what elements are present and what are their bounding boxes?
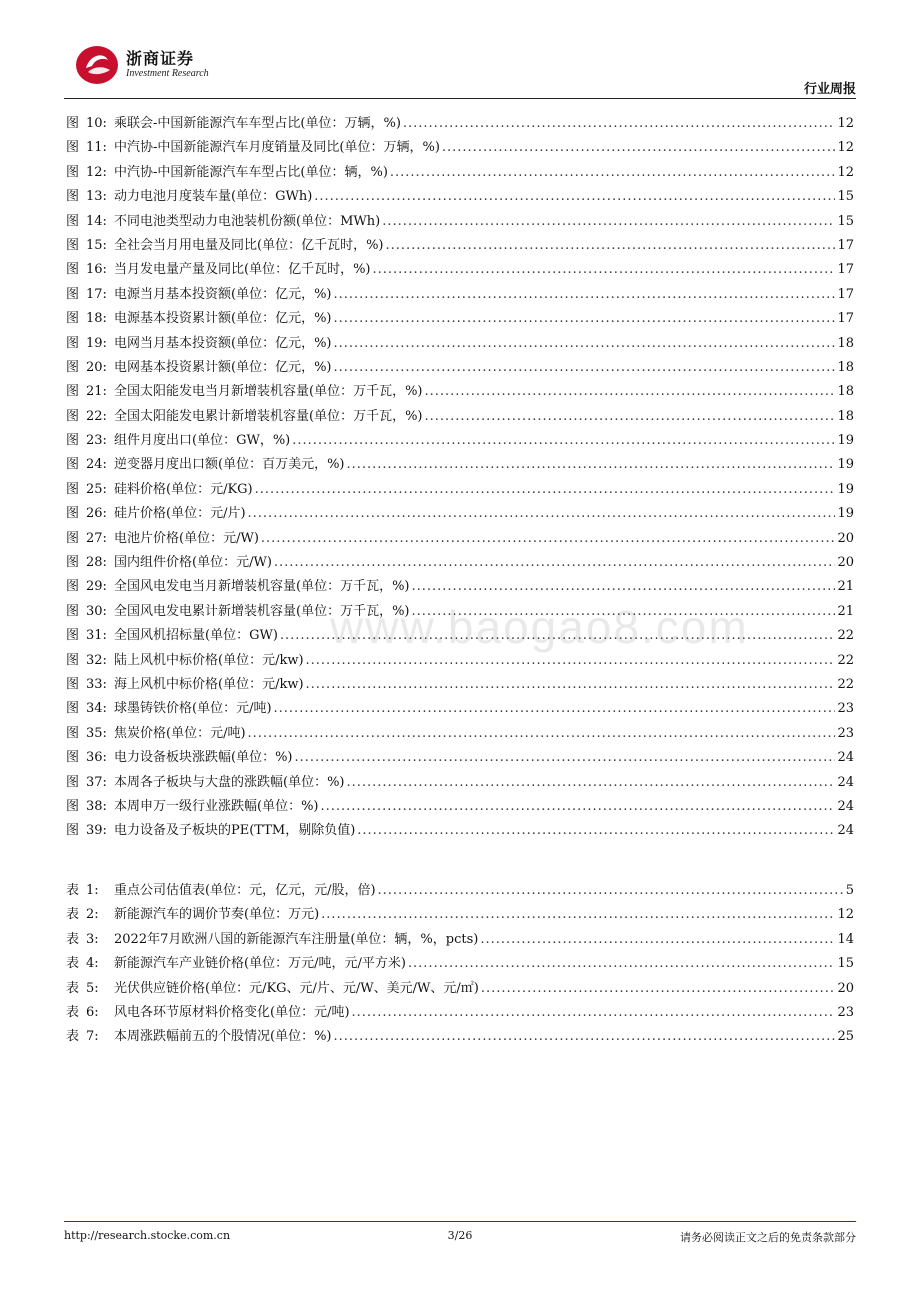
toc-entry-title: 全国太阳能发电当月新增装机容量(单位：万千瓦，%) bbox=[114, 384, 423, 400]
page-header bbox=[64, 40, 856, 98]
toc-leader-dots bbox=[334, 311, 836, 326]
toc-entry-prefix: 图 bbox=[66, 140, 80, 156]
toc-entry-page: 21 bbox=[837, 603, 854, 619]
toc-leader-dots bbox=[425, 384, 836, 399]
toc-entry-page: 15 bbox=[837, 956, 854, 972]
toc-entry-page: 12 bbox=[837, 164, 854, 180]
toc-entry-number: 37: bbox=[86, 774, 107, 790]
brand-subtitle: Investment Research bbox=[126, 68, 209, 79]
toc-entry-title: 不同电池类型动力电池装机份额(单位：MWh) bbox=[114, 213, 381, 229]
toc-entry-number: 5: bbox=[86, 980, 99, 996]
toc-entry-number: 15: bbox=[86, 237, 107, 253]
toc-entry-page: 24 bbox=[837, 798, 854, 814]
toc-entry-number: 11: bbox=[86, 140, 107, 156]
toc-entry[interactable] bbox=[66, 1001, 854, 1025]
toc-entry-prefix: 图 bbox=[66, 750, 80, 766]
toc-leader-dots bbox=[314, 189, 835, 204]
toc-entry-number: 33: bbox=[86, 676, 107, 692]
toc-entry[interactable] bbox=[66, 746, 854, 770]
toc-entry-number: 32: bbox=[86, 652, 107, 668]
toc-entry[interactable] bbox=[66, 879, 854, 903]
toc-entry-number: 29: bbox=[86, 579, 107, 595]
toc-entry[interactable] bbox=[66, 478, 854, 502]
toc-entry-number: 26: bbox=[86, 506, 107, 522]
toc-entry-number: 38: bbox=[86, 798, 107, 814]
toc-entry[interactable] bbox=[66, 502, 854, 526]
toc-entry-prefix: 图 bbox=[66, 213, 80, 229]
toc-entry-page: 17 bbox=[837, 237, 854, 253]
toc-entry-prefix: 图 bbox=[66, 164, 80, 180]
toc-entry-prefix: 图 bbox=[66, 603, 80, 619]
toc-entry-number: 12: bbox=[86, 164, 107, 180]
toc-entry[interactable] bbox=[66, 771, 854, 795]
toc-entry-title: 电源基本投资累计额(单位：亿元，%) bbox=[114, 311, 332, 327]
toc-leader-dots bbox=[306, 677, 836, 692]
toc-leader-dots bbox=[352, 1005, 836, 1020]
toc-entry-title: 逆变器月度出口额(单位：百万美元，%) bbox=[114, 457, 345, 473]
toc-entry-page: 5 bbox=[845, 883, 854, 898]
toc-entry-prefix: 图 bbox=[66, 311, 80, 327]
toc-entry-title: 中汽协-中国新能源汽车车型占比(单位：辆，%) bbox=[114, 164, 388, 180]
toc-entry-prefix: 图 bbox=[66, 823, 80, 839]
toc-entry-prefix: 图 bbox=[66, 408, 80, 424]
toc-entry-prefix: 图 bbox=[66, 335, 80, 351]
toc-leader-dots bbox=[373, 262, 836, 277]
toc-entry-page: 17 bbox=[837, 311, 854, 327]
toc-entry-page: 12 bbox=[837, 140, 854, 156]
toc-leader-dots bbox=[480, 932, 835, 947]
toc-entry-number: 17: bbox=[86, 286, 107, 302]
toc-leader-dots bbox=[378, 883, 844, 898]
toc-entry-prefix: 表 bbox=[66, 956, 80, 972]
toc-entry-page: 19 bbox=[837, 433, 854, 449]
toc-entry-page: 17 bbox=[837, 286, 854, 302]
toc-entry-page: 22 bbox=[837, 652, 854, 668]
toc-entry[interactable] bbox=[66, 819, 854, 843]
toc-entry-title: 全国风机招标量(单位：GW) bbox=[114, 628, 278, 644]
toc-leader-dots bbox=[321, 799, 836, 814]
toc-entry[interactable] bbox=[66, 928, 854, 952]
toc-leader-dots bbox=[261, 531, 836, 546]
toc-entry-title: 本周涨跌幅前五的个股情况(单位：%) bbox=[114, 1029, 332, 1045]
toc-entry-title: 新能源汽车的调价节奏(单位：万元) bbox=[114, 907, 320, 923]
toc-entry[interactable] bbox=[66, 161, 854, 185]
toc-leader-dots bbox=[292, 433, 835, 448]
toc-entry-title: 硅料价格(单位：元/KG) bbox=[114, 481, 253, 497]
toc-leader-dots bbox=[347, 457, 836, 472]
toc-entry-number: 23: bbox=[86, 433, 107, 449]
toc-leader-dots bbox=[334, 287, 836, 302]
toc-entry-title: 焦炭价格(单位：元/吨) bbox=[114, 725, 246, 741]
toc-entry-prefix: 表 bbox=[66, 907, 80, 923]
toc-entry-number: 30: bbox=[86, 603, 107, 619]
toc-entry-prefix: 图 bbox=[66, 481, 80, 497]
toc-entry[interactable] bbox=[66, 722, 854, 746]
toc-entry-title: 海上风机中标价格(单位：元/kw) bbox=[114, 676, 304, 692]
toc-entry-page: 14 bbox=[837, 931, 854, 947]
toc-leader-dots bbox=[442, 140, 836, 155]
toc-entry[interactable] bbox=[66, 185, 854, 209]
toc-entry[interactable] bbox=[66, 1025, 854, 1049]
header-divider bbox=[64, 98, 856, 99]
toc-entry-title: 全国风电发电累计新增装机容量(单位：万千瓦，%) bbox=[114, 603, 410, 619]
toc-entry-page: 12 bbox=[837, 116, 854, 131]
toc-entry-title: 组件月度出口(单位：GW，%) bbox=[114, 433, 291, 449]
toc-entry-title: 陆上风机中标价格(单位：元/kw) bbox=[114, 652, 304, 668]
toc-entry-title: 全国太阳能发电累计新增装机容量(单位：万千瓦，%) bbox=[114, 408, 423, 424]
toc-entry-page: 17 bbox=[837, 262, 854, 278]
toc-entry-title: 风电各环节原材料价格变化(单位：元/吨) bbox=[114, 1004, 350, 1020]
toc-leader-dots bbox=[408, 956, 836, 971]
page-number: 3/26 bbox=[447, 1229, 473, 1242]
toc-entry-title: 当月发电量产量及同比(单位：亿千瓦时，%) bbox=[114, 262, 371, 278]
toc-entry-page: 19 bbox=[837, 481, 854, 497]
toc-leader-dots bbox=[334, 336, 836, 351]
toc-entry-prefix: 图 bbox=[66, 628, 80, 644]
toc-entry[interactable] bbox=[66, 977, 854, 1001]
footer-divider bbox=[64, 1221, 856, 1222]
toc-entry[interactable] bbox=[66, 551, 854, 575]
toc-leader-dots bbox=[306, 653, 836, 668]
toc-entry-title: 动力电池月度装车量(单位：GWh) bbox=[114, 189, 313, 205]
toc-entry-title: 本周申万一级行业涨跌幅(单位：%) bbox=[114, 798, 319, 814]
toc-entry-number: 28: bbox=[86, 555, 107, 571]
toc-entry-prefix: 图 bbox=[66, 237, 80, 253]
toc-entry-prefix: 图 bbox=[66, 798, 80, 814]
watermark: www.baogao8.com bbox=[330, 601, 749, 653]
document-type: 行业周报 bbox=[803, 82, 856, 97]
toc-entry-prefix: 表 bbox=[66, 931, 80, 947]
toc-entry-number: 22: bbox=[86, 408, 107, 424]
toc-entry-number: 34: bbox=[86, 701, 107, 717]
toc-leader-dots bbox=[357, 823, 835, 838]
toc-entry-prefix: 图 bbox=[66, 286, 80, 302]
toc-entry-prefix: 图 bbox=[66, 701, 80, 717]
toc-leader-dots bbox=[425, 409, 836, 424]
toc-entry-number: 18: bbox=[86, 311, 107, 327]
toc-entry-prefix: 表 bbox=[66, 1004, 80, 1020]
toc-entry[interactable] bbox=[66, 405, 854, 429]
toc-entry-title: 全国风电发电当月新增装机容量(单位：万千瓦，%) bbox=[114, 579, 410, 595]
toc-entry[interactable] bbox=[66, 380, 854, 404]
toc-entry-page: 22 bbox=[837, 676, 854, 692]
toc-entry-title: 电网当月基本投资额(单位：亿元，%) bbox=[114, 335, 332, 351]
toc-entry-prefix: 表 bbox=[66, 883, 80, 898]
table-toc bbox=[66, 879, 854, 1050]
toc-entry-prefix: 图 bbox=[66, 652, 80, 668]
toc-entry-number: 1: bbox=[86, 883, 99, 898]
toc-entry-title: 本周各子板块与大盘的涨跌幅(单位：%) bbox=[114, 774, 345, 790]
toc-leader-dots bbox=[248, 506, 836, 521]
toc-entry-prefix: 图 bbox=[66, 579, 80, 595]
toc-entry[interactable] bbox=[66, 283, 854, 307]
brand-name: 浙商证券 bbox=[126, 49, 195, 68]
toc-entry-number: 16: bbox=[86, 262, 107, 278]
toc-entry[interactable] bbox=[66, 356, 854, 380]
toc-entry-title: 重点公司估值表(单位：元，亿元，元/股，倍) bbox=[114, 883, 376, 898]
toc-entry-number: 24: bbox=[86, 457, 107, 473]
toc-entry-prefix: 图 bbox=[66, 457, 80, 473]
toc-entry[interactable] bbox=[66, 429, 854, 453]
toc-entry-page: 24 bbox=[837, 774, 854, 790]
toc-entry-prefix: 图 bbox=[66, 774, 80, 790]
toc-entry[interactable] bbox=[66, 307, 854, 331]
toc-leader-dots bbox=[274, 555, 836, 570]
toc-entry-number: 25: bbox=[86, 481, 107, 497]
toc-entry-page: 24 bbox=[837, 750, 854, 766]
toc-leader-dots bbox=[386, 238, 836, 253]
toc-entry-title: 全社会当月用电量及同比(单位：亿千瓦时，%) bbox=[114, 237, 384, 253]
toc-entry-number: 3: bbox=[86, 931, 99, 947]
toc-entry-prefix: 图 bbox=[66, 555, 80, 571]
toc-entry[interactable] bbox=[66, 673, 854, 697]
toc-entry-prefix: 表 bbox=[66, 1029, 80, 1045]
toc-entry-prefix: 图 bbox=[66, 530, 80, 546]
toc-entry-page: 18 bbox=[837, 335, 854, 351]
toc-entry-prefix: 图 bbox=[66, 506, 80, 522]
toc-leader-dots bbox=[255, 482, 836, 497]
toc-entry-prefix: 表 bbox=[66, 980, 80, 996]
toc-entry-prefix: 图 bbox=[66, 359, 80, 375]
toc-entry-prefix: 图 bbox=[66, 433, 80, 449]
toc-entry-title: 新能源汽车产业链价格(单位：万元/吨，元/平方米) bbox=[114, 956, 406, 972]
toc-entry-number: 14: bbox=[86, 213, 107, 229]
toc-entry[interactable] bbox=[66, 210, 854, 234]
toc-leader-dots bbox=[403, 116, 836, 131]
toc-entry-title: 电池片价格(单位：元/W) bbox=[114, 530, 259, 546]
toc-entry-title: 中汽协-中国新能源汽车月度销量及同比(单位：万辆，%) bbox=[114, 140, 440, 156]
toc-entry-number: 2: bbox=[86, 907, 99, 923]
toc-entry[interactable] bbox=[66, 527, 854, 551]
toc-entry-title: 电网基本投资累计额(单位：亿元，%) bbox=[114, 359, 332, 375]
toc-entry-title: 球墨铸铁价格(单位：元/吨) bbox=[114, 701, 272, 717]
toc-entry-prefix: 图 bbox=[66, 262, 80, 278]
toc-entry-page: 23 bbox=[837, 1004, 854, 1020]
toc-entry-title: 电源当月基本投资额(单位：亿元，%) bbox=[114, 286, 332, 302]
footer-disclaimer: 请务必阅读正文之后的免责条款部分 bbox=[680, 1231, 856, 1244]
toc-entry-page: 25 bbox=[837, 1029, 854, 1045]
toc-entry-number: 39: bbox=[86, 823, 107, 839]
toc-entry-page: 18 bbox=[837, 384, 854, 400]
toc-entry-page: 12 bbox=[837, 907, 854, 923]
toc-entry-prefix: 图 bbox=[66, 116, 80, 131]
toc-entry-title: 光伏供应链价格(单位：元/KG、元/片、元/W、美元/W、元/㎡) bbox=[114, 980, 479, 996]
toc-entry[interactable] bbox=[66, 697, 854, 721]
toc-entry-title: 2022年7月欧洲八国的新能源汽车注册量(单位：辆，%，pcts) bbox=[114, 931, 479, 947]
toc-entry-page: 20 bbox=[837, 980, 854, 996]
toc-entry-page: 20 bbox=[837, 555, 854, 571]
toc-leader-dots bbox=[347, 775, 836, 790]
toc-leader-dots bbox=[334, 1029, 836, 1044]
toc-entry[interactable] bbox=[66, 332, 854, 356]
toc-entry-page: 18 bbox=[837, 408, 854, 424]
toc-entry-page: 22 bbox=[837, 628, 854, 644]
toc-entry-page: 19 bbox=[837, 506, 854, 522]
toc-entry[interactable] bbox=[66, 903, 854, 927]
toc-entry-number: 36: bbox=[86, 750, 107, 766]
toc-entry-page: 15 bbox=[837, 189, 854, 205]
toc-entry-number: 13: bbox=[86, 189, 107, 205]
toc-leader-dots bbox=[412, 579, 836, 594]
toc-entry-title: 国内组件价格(单位：元/W) bbox=[114, 555, 272, 571]
toc-entry-page: 23 bbox=[837, 725, 854, 741]
toc-entry-title: 乘联会-中国新能源汽车车型占比(单位：万辆，%) bbox=[114, 116, 401, 131]
toc-entry[interactable] bbox=[66, 258, 854, 282]
toc-entry[interactable] bbox=[66, 234, 854, 258]
toc-entry-number: 20: bbox=[86, 359, 107, 375]
toc-entry-page: 24 bbox=[837, 823, 854, 839]
toc-leader-dots bbox=[382, 214, 835, 229]
toc-entry-number: 6: bbox=[86, 1004, 99, 1020]
toc-entry-page: 23 bbox=[837, 701, 854, 717]
toc-entry-number: 21: bbox=[86, 384, 107, 400]
toc-entry-prefix: 图 bbox=[66, 189, 80, 205]
footer-url[interactable]: http://research.stocke.com.cn bbox=[64, 1229, 231, 1242]
toc-entry[interactable] bbox=[66, 795, 854, 819]
toc-leader-dots bbox=[321, 907, 835, 922]
toc-entry-number: 10: bbox=[86, 116, 107, 131]
toc-entry-number: 7: bbox=[86, 1029, 99, 1045]
toc-entry[interactable] bbox=[66, 112, 854, 136]
toc-entry-number: 19: bbox=[86, 335, 107, 351]
toc-entry[interactable] bbox=[66, 453, 854, 477]
toc-entry-page: 20 bbox=[837, 530, 854, 546]
toc-entry-prefix: 图 bbox=[66, 384, 80, 400]
toc-entry-prefix: 图 bbox=[66, 725, 80, 741]
figure-toc bbox=[66, 112, 854, 844]
toc-entry-page: 18 bbox=[837, 359, 854, 375]
toc-entry-title: 电力设备板块涨跌幅(单位：%) bbox=[114, 750, 293, 766]
toc-leader-dots bbox=[481, 981, 836, 996]
toc-entry-number: 4: bbox=[86, 956, 99, 972]
toc-leader-dots bbox=[390, 165, 836, 180]
toc-leader-dots bbox=[274, 701, 836, 716]
toc-entry-title: 电力设备及子板块的PE(TTM，剔除负值) bbox=[114, 823, 356, 839]
toc-entry-number: 35: bbox=[86, 725, 107, 741]
toc-entry-page: 21 bbox=[837, 579, 854, 595]
toc-entry-prefix: 图 bbox=[66, 676, 80, 692]
toc-entry-title: 硅片价格(单位：元/片) bbox=[114, 506, 246, 522]
toc-leader-dots bbox=[295, 750, 836, 765]
toc-entry-number: 27: bbox=[86, 530, 107, 546]
toc-leader-dots bbox=[248, 726, 836, 741]
toc-entry[interactable] bbox=[66, 575, 854, 599]
toc-entry-page: 15 bbox=[837, 213, 854, 229]
toc-entry[interactable] bbox=[66, 136, 854, 160]
toc-entry-number: 31: bbox=[86, 628, 107, 644]
toc-entry-page: 19 bbox=[837, 457, 854, 473]
company-logo-icon bbox=[74, 42, 120, 86]
toc-entry[interactable] bbox=[66, 952, 854, 976]
toc-leader-dots bbox=[334, 360, 836, 375]
